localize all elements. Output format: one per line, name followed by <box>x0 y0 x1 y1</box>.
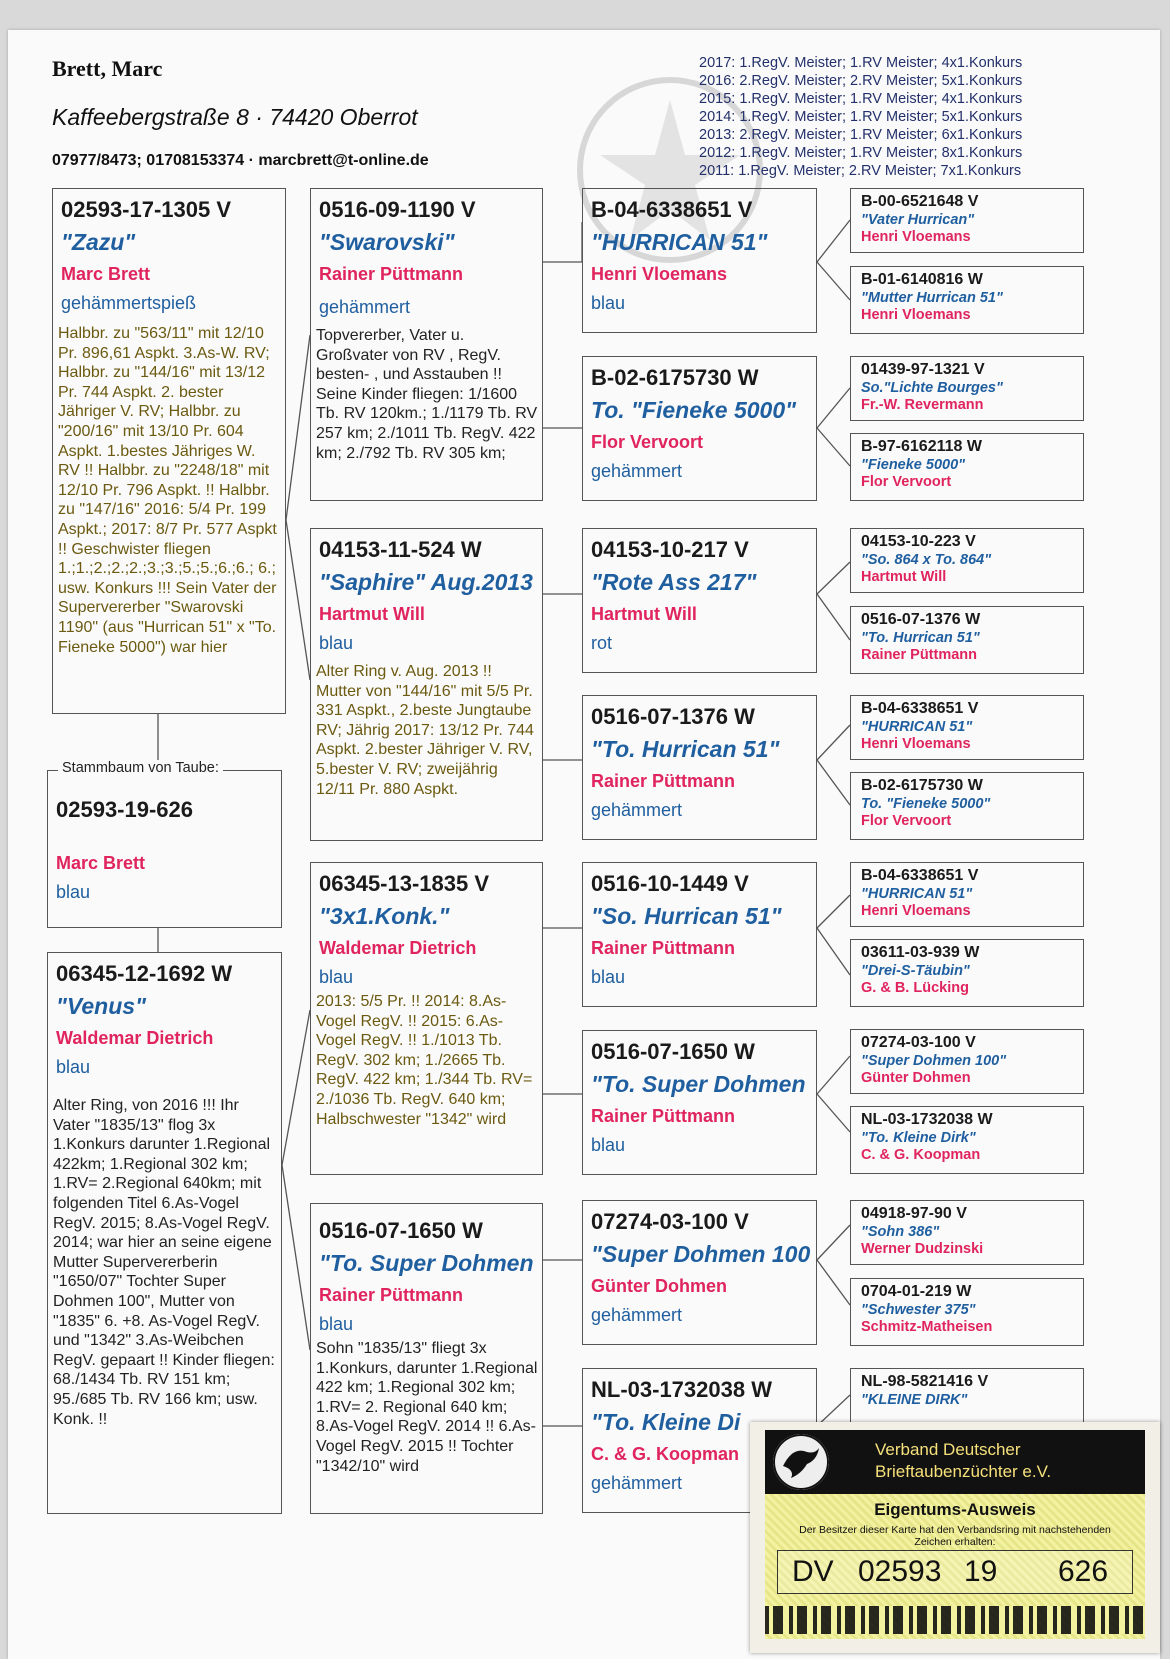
great-grandparent-name: "So. Hurrican 51" <box>591 903 782 929</box>
great-grandparent-color: blau <box>591 1135 626 1155</box>
great-grandparent-breeder: Flor Vervoort <box>591 432 704 452</box>
grandparent-box <box>310 528 543 841</box>
title-line: 2014: 1.RegV. Meister; 1.RV Meister; 5x1.Konkurs <box>699 109 1023 125</box>
g4-ring: B-97-6162118 W <box>861 438 982 455</box>
g4-ring: 04918-97-90 V <box>861 1205 967 1222</box>
great-grandparent-color: gehämmert <box>591 461 683 481</box>
great-grandparent-color: gehämmert <box>591 1473 683 1493</box>
card-title: Eigentums-Ausweis <box>874 1500 1036 1519</box>
great-grandparent-name: "To. Hurrican 51" <box>591 736 780 762</box>
great-grandparent-box <box>582 1200 817 1345</box>
g4-breeder: Henri Vloemans <box>861 903 971 919</box>
g4-breeder: Schmitz-Matheisen <box>861 1319 993 1335</box>
title-line: 2012: 1.RegV. Meister; 1.RV Meister; 8x1.Konkurs <box>699 145 1023 161</box>
subject-box <box>47 770 282 928</box>
mother-notes: Alter Ring, von 2016 !!! Ihr Vater "1835/13" flog 3x 1.Konkurs darunter 1.Regional 422km; 1.Regional 302 km; 1.RV= 2.Regional 640km; mit folgenden Titel 6.As-Vogel RegV. 2015; 8.As-Vogel RegV. 2014; war hier an seine eigene Mutter Supervererberin "1650/07" Tochter Super Dohmen 100", Mutter von "1835" 6. +8. As-Vogel RegV. und "1342" 3.As-Weibchen RegV. gepaart !! Kinder fliegen: 68./1434 Tb. RV 151 km; 95./685 Tb. RV 166 km; usw. Konk. !! <box>53 1097 275 1428</box>
great-grandparent-name: "Super Dohmen 100 <box>591 1241 811 1267</box>
owner-name: Brett, Marc <box>52 56 163 81</box>
great-grandparent-ring: B-04-6338651 V <box>591 197 753 222</box>
g4-name: "To. Hurrican 51" <box>861 630 980 646</box>
g4-breeder: Henri Vloemans <box>861 307 971 323</box>
great-grandparent-ring: NL-03-1732038 W <box>591 1377 772 1402</box>
g4-ring: 03611-03-939 W <box>861 944 980 961</box>
g4-name: "So. 864 x To. 864" <box>861 552 992 568</box>
g4-breeder: Flor Vervoort <box>861 813 952 829</box>
great-grandparent-box <box>582 188 817 333</box>
card-ring-number <box>777 1550 1133 1594</box>
great-grandparent-breeder: Rainer Püttmann <box>591 938 736 958</box>
grandparent-ring: 04153-11-524 W <box>319 537 482 562</box>
card-text: Der Besitzer dieser Karte hat den Verbandsring mit nachstehenden Zeichen erhalten: <box>799 1524 1111 1548</box>
g4-breeder: Henri Vloemans <box>861 229 971 245</box>
great-grandparent-name: "HURRICAN 51" <box>591 229 768 255</box>
g4-name: "Fieneke 5000" <box>861 457 966 473</box>
grandparent-box <box>310 1203 543 1514</box>
title-line: 2016: 2.RegV. Meister; 2.RV Meister; 5x1.Konkurs <box>699 73 1023 89</box>
pedigree-label: Stammbaum von Taube: <box>58 760 223 776</box>
g4-box <box>850 266 1084 334</box>
g4-breeder: Henri Vloemans <box>861 736 971 752</box>
g4-box <box>850 1029 1084 1094</box>
g4-name: "Sohn 386" <box>861 1224 940 1240</box>
mother-ring: 06345-12-1692 W <box>56 961 233 986</box>
great-grandparent-ring: 0516-07-1650 W <box>591 1039 755 1064</box>
g4-breeder: Rainer Püttmann <box>861 647 978 663</box>
owner-address: Kaffeebergstraße 8 · 74420 Oberrot <box>52 104 418 130</box>
grandparent-ring: 06345-13-1835 V <box>319 871 490 896</box>
great-grandparent-color: blau <box>591 293 626 313</box>
g4-box <box>850 1200 1084 1265</box>
grandparent-color: blau <box>319 1314 354 1334</box>
great-grandparent-color: gehämmert <box>591 1305 683 1325</box>
subject-breeder: Marc Brett <box>56 853 146 873</box>
card-ring-year: 19 <box>964 1555 998 1588</box>
great-grandparent-box <box>582 862 817 1007</box>
grandparent-ring: 0516-07-1650 W <box>319 1218 483 1243</box>
mother-breeder: Waldemar Dietrich <box>56 1028 214 1048</box>
great-grandparent-color: blau <box>591 967 626 987</box>
g4-box <box>850 695 1084 760</box>
card-org-line2: Brieftaubenzüchter e.V. <box>875 1462 1052 1481</box>
card-decorative-band <box>765 1606 1145 1634</box>
great-grandparent-breeder: Rainer Püttmann <box>591 771 736 791</box>
g4-name: "To. Kleine Dirk" <box>861 1130 976 1146</box>
grandparent-name: "Saphire" Aug.2013 <box>319 569 533 595</box>
g4-ring: B-04-6338651 V <box>861 700 979 717</box>
great-grandparent-box <box>582 356 817 501</box>
ownership-card <box>750 1422 1160 1653</box>
g4-ring: B-01-6140816 W <box>861 271 983 288</box>
father-box <box>52 188 286 714</box>
subject-ring: 02593-19-626 <box>56 797 194 822</box>
father-breeder: Marc Brett <box>61 264 151 284</box>
owner-contact: 07977/8473; 01708153374 · marcbrett@t-online.de <box>52 152 429 169</box>
great-grandparent-box <box>582 1030 817 1175</box>
grandparent-box <box>310 862 543 1175</box>
great-grandparent-ring: 0516-07-1376 W <box>591 704 755 729</box>
great-grandparent-ring: 04153-10-217 V <box>591 537 749 562</box>
father-name: "Zazu" <box>61 229 136 255</box>
g4-ring: B-02-6175730 W <box>861 777 983 794</box>
title-line: 2015: 1.RegV. Meister; 1.RV Meister; 4x1.Konkurs <box>699 91 1023 107</box>
pigeon-logo-icon <box>773 1434 829 1490</box>
subject-color: blau <box>56 882 91 902</box>
great-grandparent-color: rot <box>591 633 613 653</box>
g4-name: "HURRICAN 51" <box>861 886 973 902</box>
g4-box <box>850 939 1084 1007</box>
great-grandparent-breeder: Rainer Püttmann <box>591 1106 736 1126</box>
grandparent-color: gehämmert <box>319 297 411 317</box>
g4-breeder: Günter Dohmen <box>861 1070 971 1086</box>
grandparent-breeder: Rainer Püttmann <box>319 1285 464 1305</box>
g4-name: To. "Fieneke 5000" <box>861 796 991 812</box>
great-grandparent-ring: 0516-10-1449 V <box>591 871 749 896</box>
grandparent-name: "3x1.Konk." <box>319 903 450 929</box>
g4-name: "Mutter Hurrican 51" <box>861 290 1003 306</box>
g4-name: "Vater Hurrican" <box>861 212 975 228</box>
mother-box <box>47 952 282 1514</box>
title-line: 2013: 2.RegV. Meister; 1.RV Meister; 6x1.Konkurs <box>699 127 1023 143</box>
grandparent-notes: 2013: 5/5 Pr. !! 2014: 8.As-Vogel RegV. !! 2015: 6.As-Vogel RegV. !! 1./1013 Tb. RegV. 302 km; 1./2665 Tb. RegV. 422 km; 1./344 Tb. RV= 2./1036 Tb. RegV. 640 km; Halbschwester "1342" wird <box>316 993 533 1128</box>
father-color: gehämmertspieß <box>61 293 197 313</box>
great-grandparent-box <box>582 528 817 673</box>
grandparent-breeder: Waldemar Dietrich <box>319 938 477 958</box>
g4-box <box>850 356 1084 421</box>
title-line: 2017: 1.RegV. Meister; 1.RV Meister; 4x1.Konkurs <box>699 55 1023 71</box>
g4-ring: 0704-01-219 W <box>861 1283 972 1300</box>
g4-box <box>850 528 1084 593</box>
great-grandparent-color: gehämmert <box>591 800 683 820</box>
grandparent-notes: Sohn "1835/13" fliegt 3x 1.Konkurs, darunter 1.Regional 422 km; 1.Regional 302 km; 1.RV= 2. Regional 640 km; 8.As-Vogel RegV. 2014 !! 6.As-Vogel RegV. 2015 !! Tochter "1342/10" wird <box>316 1340 538 1475</box>
grandparent-name: "To. Super Dohmen <box>319 1250 534 1276</box>
g4-ring: B-04-6338651 V <box>861 867 979 884</box>
g4-ring: 04153-10-223 V <box>861 533 976 550</box>
grandparent-notes: Alter Ring v. Aug. 2013 !! Mutter von "144/16" mit 5/5 Pr. 331 Aspkt., 2.beste Jungtaube RV; Jährig 2017: 13/12 Pr. 744 Aspkt. 2.bester Jähriger V. RV, 5.bester V. RV; zweijährig 12/11 Pr. 880 Aspkt. <box>316 663 534 798</box>
g4-breeder: C. & G. Koopman <box>861 1147 981 1163</box>
great-grandparent-ring: B-02-6175730 W <box>591 365 759 390</box>
card-ring-prefix: DV <box>792 1555 834 1588</box>
g4-ring: 07274-03-100 V <box>861 1034 976 1051</box>
g4-breeder: Fr.-W. Revermann <box>861 397 984 413</box>
great-grandparent-name: "Rote Ass 217" <box>591 569 757 595</box>
g4-breeder: Flor Vervoort <box>861 474 952 490</box>
card-ring-number-value: 626 <box>1058 1555 1109 1588</box>
g4-name: "Schwester 375" <box>861 1302 976 1318</box>
grandparent-name: "Swarovski" <box>319 229 455 255</box>
grandparent-ring: 0516-09-1190 V <box>319 197 476 222</box>
great-grandparent-name: "To. Kleine Di <box>591 1409 741 1435</box>
grandparent-color: blau <box>319 967 354 987</box>
great-grandparent-breeder: Günter Dohmen <box>591 1276 728 1296</box>
g4-ring: NL-98-5821416 V <box>861 1373 989 1390</box>
grandparent-box <box>310 188 543 501</box>
g4-name: "HURRICAN 51" <box>861 719 973 735</box>
g4-ring: 0516-07-1376 W <box>861 611 981 628</box>
g4-box <box>850 606 1084 674</box>
card-ring-club: 02593 <box>858 1555 942 1588</box>
card-org-line1: Verband Deutscher <box>875 1440 1021 1459</box>
great-grandparent-breeder: C. & G. Koopman <box>591 1444 739 1464</box>
great-grandparent-name: To. "Fieneke 5000" <box>591 397 797 423</box>
father-ring: 02593-17-1305 V <box>61 197 232 222</box>
g4-ring: NL-03-1732038 W <box>861 1111 993 1128</box>
g4-box <box>850 1106 1084 1174</box>
grandparent-breeder: Rainer Püttmann <box>319 264 464 284</box>
father-notes: Halbbr. zu "563/11" mit 12/10 Pr. 896,61 Aspkt. 3.As-W. RV; Halbbr. zu "144/16" mit 13/12 Pr. 744 Aspkt. 2. bester Jähriger V. RV; Halbbr. zu "200/16" mit 13/10 Pr. 604 Aspkt. 1.bestes Jähriges W. RV !! Halbbr. zu "2248/18" mit 12/10 Pr. 796 Aspkt. !! Halbbr. zu "147/16" 2016: 5/4 Pr. 199 Aspkt.; 2017: 8/7 Pr. 577 Aspkt !! Geschwister fliegen 1.;1.;2.;2.;2.;3.;3.;5.;5.;6.;6.; 6.; usw. Konkurs !!! Sein Vater der Supervererber "Swarovski 1190" (aus "Hurrican 51" x "To. Fieneke 5000") war hier <box>58 325 277 656</box>
card-body <box>765 1494 1145 1639</box>
g4-box <box>850 862 1084 927</box>
grandparent-color: blau <box>319 633 354 653</box>
g4-box <box>850 433 1084 501</box>
card-header <box>765 1430 1145 1494</box>
mother-name: "Venus" <box>56 993 146 1019</box>
great-grandparent-box <box>582 695 817 840</box>
g4-box <box>850 772 1084 840</box>
mother-color: blau <box>56 1057 91 1077</box>
g4-box <box>850 188 1084 253</box>
g4-breeder: Hartmut Will <box>861 569 947 585</box>
g4-box <box>850 1278 1084 1346</box>
great-grandparent-name: "To. Super Dohmen <box>591 1071 806 1097</box>
grandparent-notes: Topvererber, Vater u. Großvater von RV , RegV. besten- , und Asstauben !! Seine Kinder fliegen: 1/1600 Tb. RV 120km.; 1./1179 Tb. RV 257 km; 2./1011 Tb. RegV. 422 km; 2./792 Tb. RV 305 km; <box>316 327 538 462</box>
title-line: 2011: 1.RegV. Meister; 2.RV Meister; 7x1.Konkurs <box>699 163 1022 179</box>
great-grandparent-ring: 07274-03-100 V <box>591 1209 749 1234</box>
grandparent-breeder: Hartmut Will <box>319 604 425 624</box>
g4-ring: 01439-97-1321 V <box>861 361 985 378</box>
g4-breeder: Werner Dudzinski <box>861 1241 984 1257</box>
g4-name: So."Lichte Bourges" <box>861 380 1003 396</box>
g4-name: "KLEINE DIRK" <box>861 1392 968 1408</box>
g4-name: "Drei-S-Täubin" <box>861 963 970 979</box>
g4-breeder: G. & B. Lücking <box>861 980 969 996</box>
g4-ring: B-00-6521648 V <box>861 193 979 210</box>
g4-name: "Super Dohmen 100" <box>861 1053 1007 1069</box>
great-grandparent-breeder: Hartmut Will <box>591 604 697 624</box>
great-grandparent-breeder: Henri Vloemans <box>591 264 728 284</box>
